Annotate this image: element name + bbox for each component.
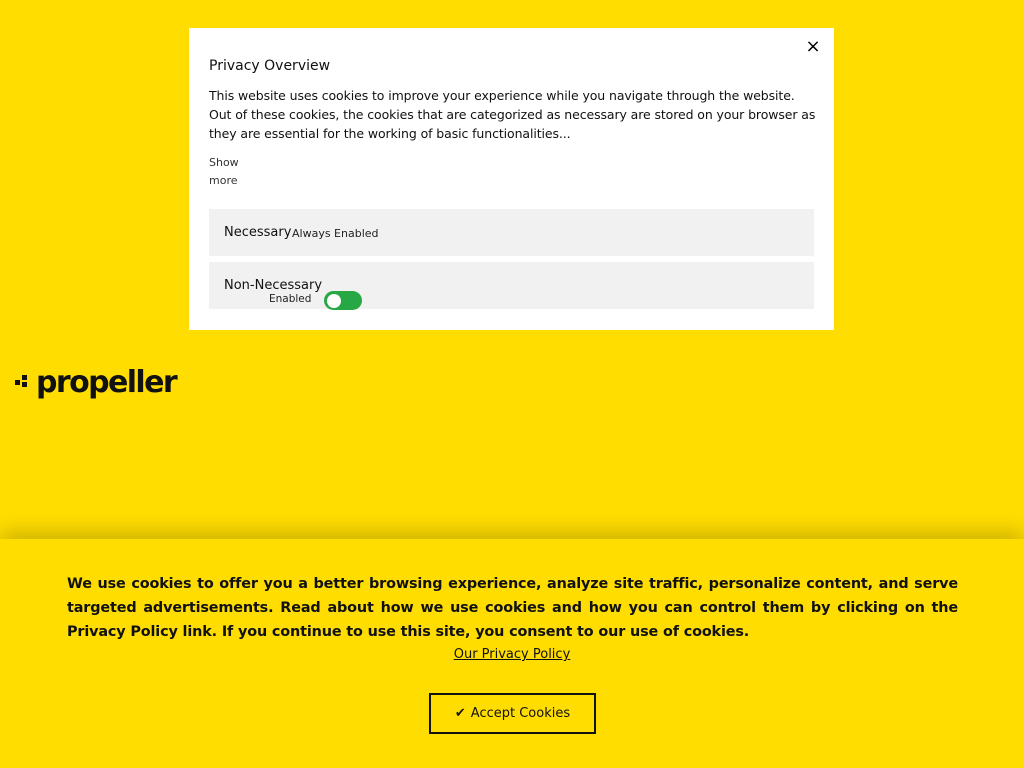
- category-name: Necessary: [224, 225, 292, 240]
- propeller-logo-mark-icon: [15, 377, 34, 395]
- modal-description-line: Out of these cookies, the cookies that are categorized as necessary are stored on your browser as: [209, 107, 816, 122]
- privacy-policy-link[interactable]: Our Privacy Policy: [453, 647, 571, 662]
- propeller-logo[interactable]: [15, 366, 176, 400]
- show-more-link[interactable]: [209, 154, 249, 190]
- modal-description: [209, 86, 815, 143]
- checkmark-icon: ✔: [454, 706, 466, 721]
- privacy-overview-modal: [189, 28, 834, 330]
- cookie-banner: [0, 539, 1024, 768]
- always-enabled-badge: Always Enabled: [292, 227, 379, 240]
- show-more-label: Show: [209, 156, 239, 169]
- toggle-state-label: Enabled: [269, 293, 312, 305]
- show-more-label: more: [209, 174, 238, 187]
- toggle-knob: [327, 294, 341, 308]
- close-icon[interactable]: ×: [805, 36, 821, 57]
- modal-title: Privacy Overview: [209, 58, 331, 74]
- category-non-necessary[interactable]: [209, 262, 814, 309]
- modal-description-line: they are essential for the working of basic functionalities...: [209, 126, 571, 141]
- category-necessary[interactable]: [209, 209, 814, 256]
- logo-text: propeller: [36, 365, 177, 400]
- non-necessary-toggle[interactable]: [324, 291, 362, 310]
- cookie-banner-message: We use cookies to offer you a better browsing experience, analyze site traffic, personalize content, and serve targeted advertisements. Read about how we use cookies and how you can control them by clicking on the Privacy Policy link. If you continue to use this site, you consent to our use of cookies.: [67, 576, 958, 640]
- category-name: Non-Necessary: [224, 278, 323, 293]
- accept-cookies-button[interactable]: [429, 693, 596, 734]
- accept-cookies-label: Accept Cookies: [470, 706, 571, 721]
- modal-description-line: This website uses cookies to improve your experience while you navigate through the website.: [209, 88, 795, 103]
